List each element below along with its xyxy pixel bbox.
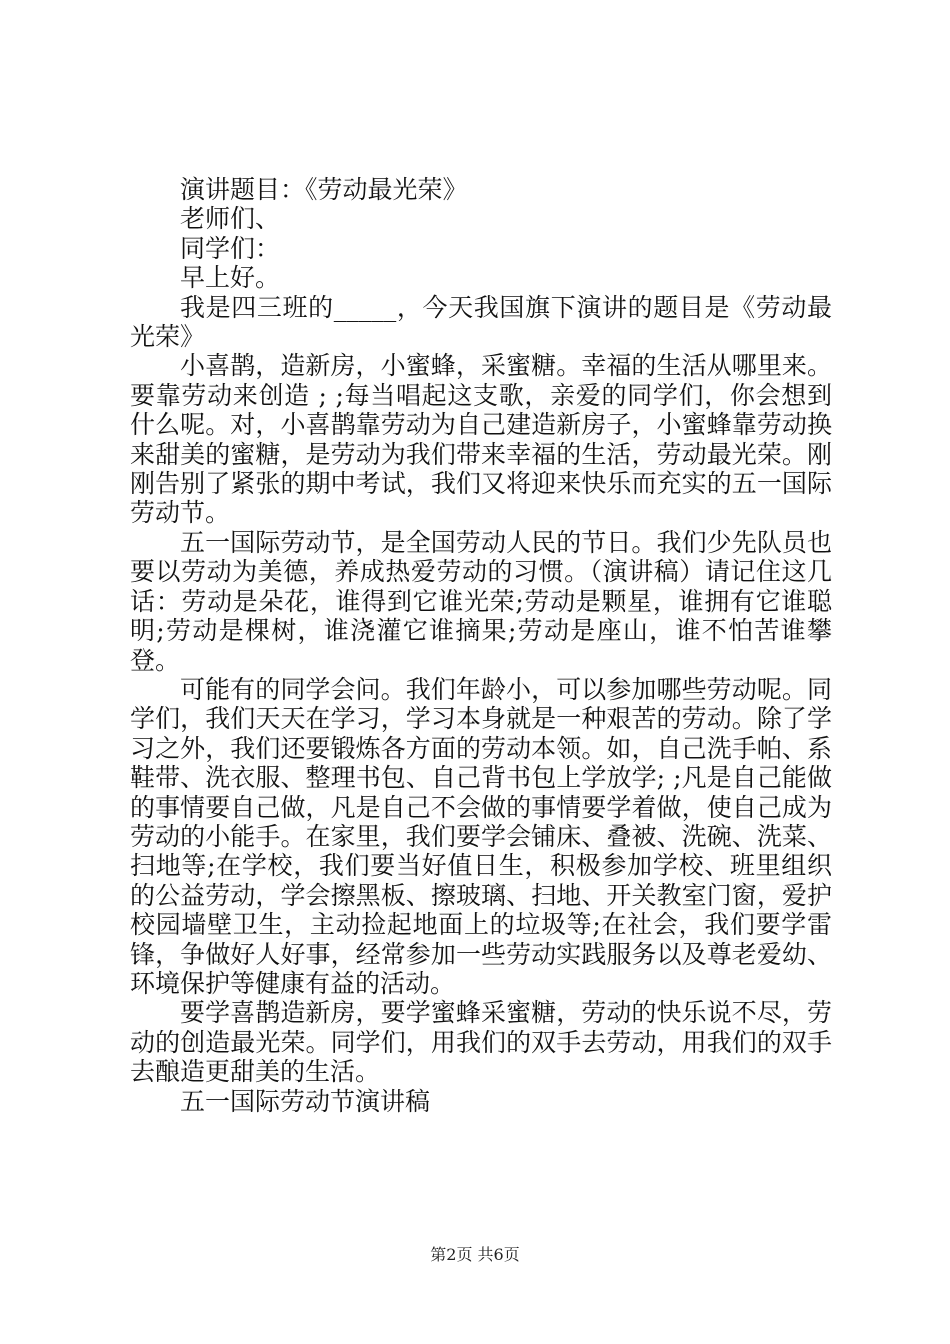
paragraph-conclusion: 要学喜鹊造新房，要学蜜蜂采蜜糖，劳动的快乐说不尽，劳动的创造最光荣。同学们，用我们的双手去劳动，用我们的双手去酿造更甜美的生活。 bbox=[130, 998, 832, 1087]
paragraph-body-1: 小喜鹊，造新房，小蜜蜂，采蜜糖。幸福的生活从哪里来。要靠劳动来创造 ; ;每当唱起这支歌，亲爱的同学们，你会想到什么呢。对，小喜鹊靠劳动为自己建造新房子，小蜜蜂靠劳动换来甜美的蜜糖，是劳动为我们带来幸福的生活，劳动最光荣。刚刚告别了紧张的期中考试，我们又将迎来快乐而充实的五一国际劳动节。 bbox=[130, 351, 832, 528]
document-body bbox=[130, 175, 832, 1116]
paragraph-greeting-students: 同学们： bbox=[180, 233, 281, 263]
page-footer: 第2页 共6页 bbox=[430, 1245, 520, 1264]
paragraph-body-2: 五一国际劳动节，是全国劳动人民的节日。我们少先队员也要以劳动为美德，养成热爱劳动的习惯。（演讲稿）请记住这几话：劳动是朵花，谁得到它谁光荣;劳动是颗星，谁拥有它谁聪明;劳动是棵树，谁浇灌它谁摘果;劳动是座山，谁不怕苦谁攀登。 bbox=[130, 527, 832, 675]
paragraph-next-title: 五一国际劳动节演讲稿 bbox=[180, 1086, 431, 1116]
paragraph-greeting-teachers: 老师们、 bbox=[180, 204, 281, 234]
paragraph-introduction: 我是四三班的_____，今天我国旗下演讲的题目是《劳动最光荣》 bbox=[130, 292, 832, 352]
paragraph-title: 演讲题目：《劳动最光荣》 bbox=[180, 175, 468, 204]
paragraph-good-morning: 早上好。 bbox=[180, 263, 281, 293]
paragraph-body-3: 可能有的同学会问。我们年龄小，可以参加哪些劳动呢。同学们，我们天天在学习，学习本身就是一种艰苦的劳动。除了学习之外，我们还要锻炼各方面的劳动本领。如，自己洗手帕、系鞋带、洗衣服、整理书包、自己背书包上学放学; ;凡是自己能做的事情要自己做，凡是自己不会做的事情要学着做，使自己成为劳动的小能手。在家里，我们要学会铺床、叠被、洗碗、洗菜、扫地等;在学校，我们要当好值日生，积极参加学校、班里组织的公益劳动，学会擦黑板、擦玻璃、扫地、开关教室门窗，爱护校园墙壁卫生，主动捡起地面上的垃圾等;在社会，我们要学雷锋，争做好人好事，经常参加一些劳动实践服务以及尊老爱幼、环境保护等健康有益的活动。 bbox=[130, 674, 832, 998]
